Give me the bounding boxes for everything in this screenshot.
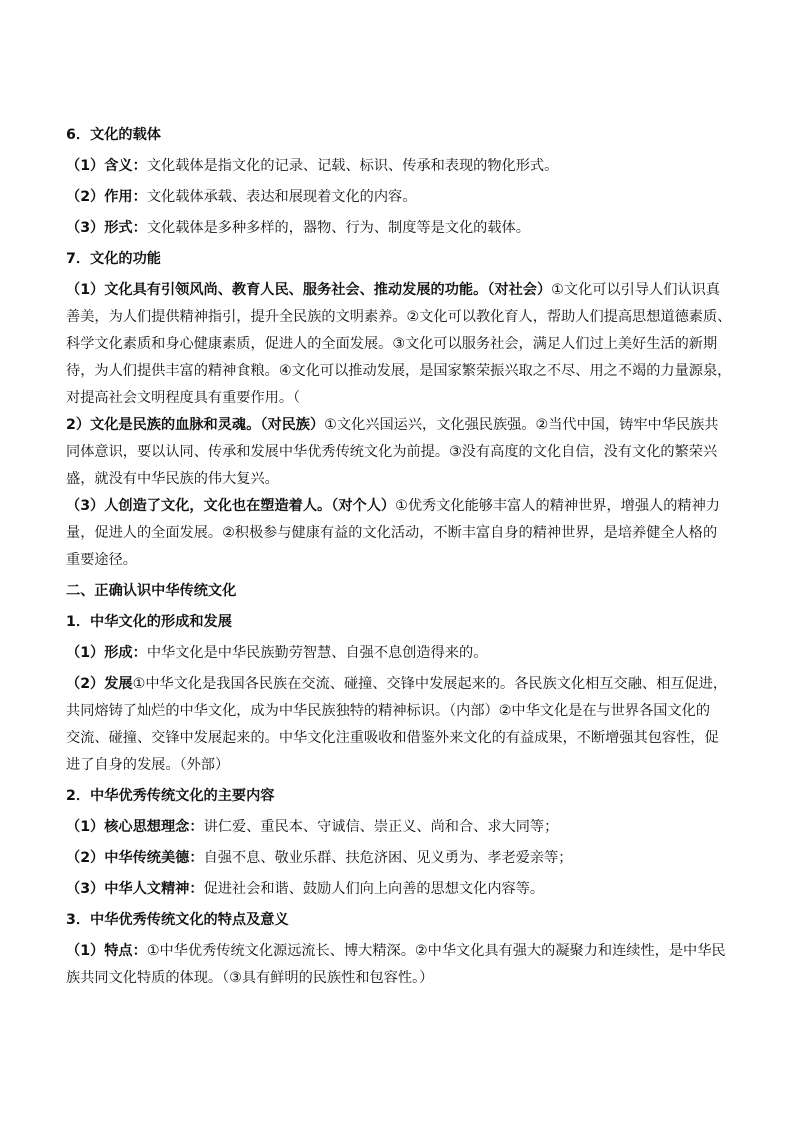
item-text: 文化载体是多种多样的，器物、行为、制度等是文化的载体。: [146, 220, 530, 236]
paragraph-lead: （1）文化具有引领风尚、教育人民、服务社会、推动发展的功能。（对社会）: [66, 282, 552, 298]
paragraph-line: 盛，就没有中华民族的伟大复兴。: [66, 471, 279, 487]
carrier-meaning: [66, 156, 728, 176]
item-label: （2）中华传统美德：: [66, 850, 204, 866]
paragraph-text: ①文化兴国运兴，文化强民族强。②当代中国，铸牢中华民族共: [324, 417, 719, 433]
core-ideas-item: [66, 817, 728, 837]
section-heading-features: 3．中华优秀传统文化的特点及意义: [66, 912, 289, 928]
item-text: 自强不息、敬业乐群、扶危济困、见义勇为、孝老爱亲等；: [203, 850, 573, 866]
features-paragraph: [66, 941, 728, 988]
paragraph-line: 同体意识，要以认同、传承和发展中华优秀传统文化为前提。③没有高度的文化自信，没有文化的繁荣兴: [66, 444, 718, 460]
paragraph-line: 量，促进人的全面发展。②积极参与健康有益的文化活动，不断丰富自身的精神世界，是培养健全人格的: [66, 525, 718, 541]
paragraph-line: 交流、碰撞、交锋中发展起来的。中华文化注重吸收和借鉴外来文化的有益成果，不断增强其包容性，促: [66, 730, 719, 746]
carrier-function: [66, 187, 728, 207]
item-label: （1）核心思想理念：: [66, 819, 204, 835]
item-label: （1）形成：: [66, 645, 147, 661]
item-label: （3）中华人文精神：: [66, 881, 204, 897]
humanistic-spirit-item: [66, 879, 728, 899]
paragraph-line: [66, 280, 728, 300]
paragraph-lead: （3）人创造了文化，文化也在塑造着人。（对个人）: [66, 498, 396, 514]
section-heading-carrier: 6．文化的载体: [66, 127, 161, 143]
function-society-paragraph: [66, 280, 732, 408]
paragraph-line: 共同熔铸了灿烂的中华文化，成为中华民族独特的精神标识。（内部）②中华文化是在与世界各国文化的: [66, 703, 711, 719]
item-label: （2）作用：: [66, 189, 147, 205]
paragraph-line: 重要途径。: [66, 552, 137, 568]
document-body: [66, 125, 732, 988]
section-heading-formation-development: 1．中华文化的形成和发展: [66, 614, 232, 630]
section-heading-functions: 7．文化的功能: [66, 251, 161, 267]
paragraph-text: ①优秀文化能够丰富人的精神世界，增强人的精神力: [395, 498, 720, 514]
paragraph-lead: （2）发展: [66, 676, 133, 692]
paragraph-line: 善美，为人们提供精神指引，提升全民族的文明素养。②文化可以教化育人，帮助人们提高思想道德素质、: [66, 309, 732, 325]
paragraph-line: 待，为人们提供丰富的精神食粮。④文化可以推动发展，是国家繁荣振兴取之不尽、用之不竭的力量源泉，: [66, 363, 732, 379]
paragraph-line: [66, 941, 728, 961]
formation-item: [66, 643, 728, 663]
item-text: 讲仁爱、重民本、守诚信、崇正义、尚和合、求大同等；: [203, 819, 559, 835]
traditional-virtues-item: [66, 848, 728, 868]
paragraph-lead: （1）特点：: [66, 943, 147, 959]
item-label: （1）含义：: [66, 158, 147, 174]
paragraph-text: ①文化可以引导人们认识真: [551, 282, 720, 298]
item-label: （3）形式：: [66, 220, 147, 236]
paragraph-line: [66, 674, 728, 694]
paragraph-lead: 2）文化是民族的血脉和灵魂。（对民族）: [66, 417, 325, 433]
paragraph-line: 对提高社会文明程度具有重要作用。（: [66, 390, 301, 406]
function-individual-paragraph: [66, 496, 728, 570]
paragraph-text: ①中华文化是我国各民族在交流、碰撞、交锋中发展起来的。各民族文化相互交融、相互促进，: [132, 676, 728, 692]
paragraph-line: 进了自身的发展。（外部）: [66, 757, 230, 773]
section-heading-main-content: 2．中华优秀传统文化的主要内容: [66, 788, 275, 804]
paragraph-line: [66, 496, 728, 516]
paragraph-line: 族共同文化特质的体现。（③具有鲜明的民族性和包容性。）: [66, 970, 434, 986]
item-text: 中华文化是中华民族勤劳智慧、自强不息创造得来的。: [146, 645, 488, 661]
item-text: 文化载体承载、表达和展现着文化的内容。: [146, 189, 417, 205]
development-paragraph: [66, 674, 728, 775]
part-heading-traditional-culture: 二、正确认识中华传统文化: [66, 583, 237, 599]
item-text: 促进社会和谐、鼓励人们向上向善的思想文化内容等。: [203, 881, 545, 897]
paragraph-text: ①中华优秀传统文化源远流长、博大精深。②中华文化具有强大的凝聚力和连续性，是中华民: [146, 943, 726, 959]
carrier-form: [66, 218, 728, 238]
item-text: 文化载体是指文化的记录、记载、标识、传承和表现的物化形式。: [146, 158, 559, 174]
paragraph-line: [66, 415, 728, 435]
function-nation-paragraph: [66, 415, 728, 489]
paragraph-line: 科学文化素质和身心健康素质，促进人的全面发展。③文化可以服务社会，满足人们过上美好生活的新期: [66, 336, 718, 352]
